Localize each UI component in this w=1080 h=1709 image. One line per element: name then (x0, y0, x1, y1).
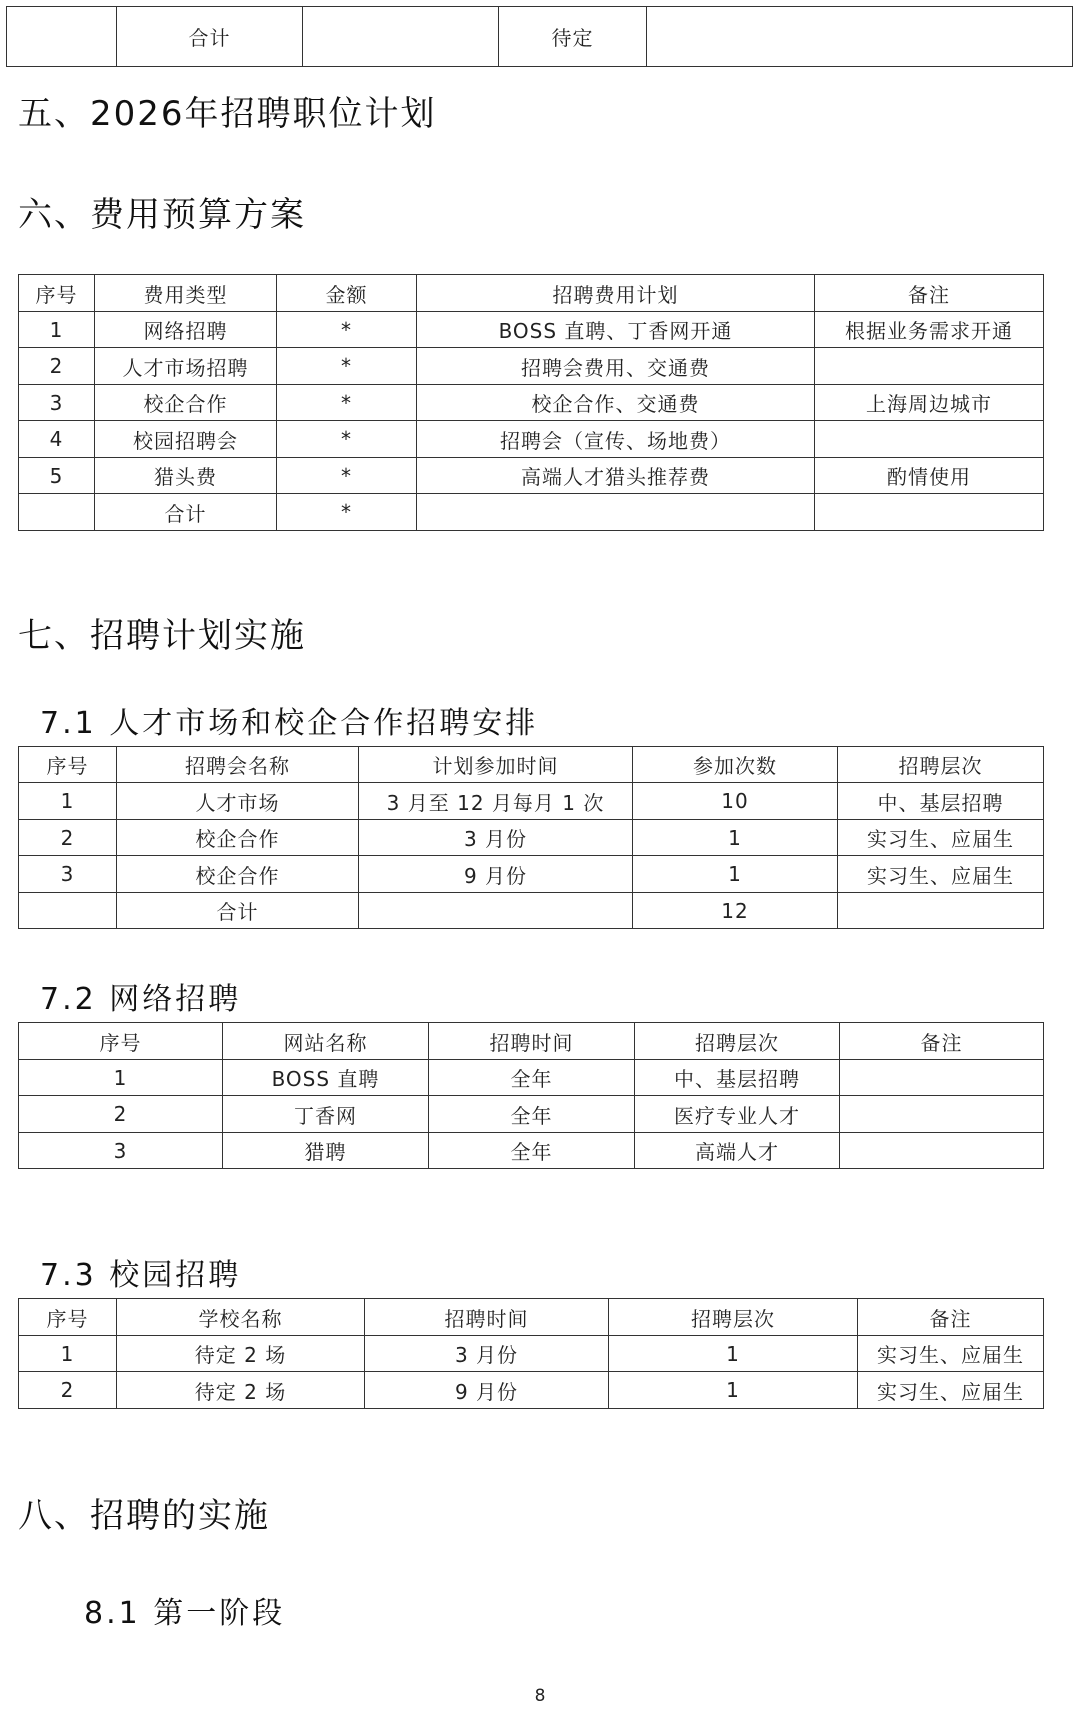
table-cell: 酌情使用 (815, 458, 1044, 494)
budget-table-body (19, 275, 1044, 531)
table-cell: 3 月份 (359, 820, 633, 856)
header-cell: 序号 (19, 747, 117, 783)
table-row (19, 856, 1044, 893)
header-cell: 招聘层次 (635, 1023, 840, 1060)
table-header-row (19, 747, 1044, 783)
header-cell: 招聘时间 (365, 1299, 609, 1336)
table-cell: 招聘会费用、交通费 (417, 348, 815, 385)
table-cell: 1 (633, 856, 838, 893)
header-cell: 计划参加时间 (359, 747, 633, 783)
cell-empty (7, 7, 117, 67)
table-cell: 丁香网 (223, 1096, 429, 1133)
table-cell (840, 1133, 1044, 1169)
table-cell: 9 月份 (359, 856, 633, 893)
table-cell (815, 421, 1044, 458)
table-cell: 9 月份 (365, 1372, 609, 1409)
online-recruiting-table-body (19, 1023, 1044, 1169)
table-row (19, 1133, 1044, 1169)
table-row (19, 893, 1044, 929)
table-row (19, 348, 1044, 385)
table-cell: 3 月至 12 月每月 1 次 (359, 783, 633, 820)
header-cell: 备注 (815, 275, 1044, 312)
page-number: 8 (534, 1686, 546, 1706)
table-cell: 1 (609, 1372, 858, 1409)
table-cell: 医疗专业人才 (635, 1096, 840, 1133)
table-cell: 全年 (429, 1133, 635, 1169)
table-cell: 2 (19, 1096, 223, 1133)
table-cell: 1 (19, 312, 95, 348)
campus-recruiting-table-body (19, 1299, 1044, 1409)
table-cell: 实习生、应届生 (858, 1336, 1044, 1372)
table-cell: 校企合作 (117, 820, 359, 856)
table-cell: 中、基层招聘 (635, 1060, 840, 1096)
table-header-row (19, 1023, 1044, 1060)
talent-market-table (18, 746, 1044, 929)
table-cell: 3 (19, 856, 117, 893)
table-cell: 合计 (95, 494, 277, 531)
table-cell: 实习生、应届生 (838, 820, 1044, 856)
table-cell: 2 (19, 820, 117, 856)
table-row (19, 458, 1044, 494)
section-7-2-heading: 7.2 网络招聘 (40, 982, 242, 1017)
section-5-heading: 五、2026年招聘职位计划 (18, 94, 437, 134)
table-cell: 根据业务需求开通 (815, 312, 1044, 348)
table-cell: 实习生、应届生 (858, 1372, 1044, 1409)
table-cell: 待定 2 场 (117, 1336, 365, 1372)
table-cell (815, 348, 1044, 385)
cell-empty (303, 7, 499, 67)
table-row (19, 783, 1044, 820)
table-cell: 实习生、应届生 (838, 856, 1044, 893)
table-cell: 高端人才猎头推荐费 (417, 458, 815, 494)
table-cell (840, 1096, 1044, 1133)
header-cell: 费用类型 (95, 275, 277, 312)
summary-table-top (6, 6, 1073, 67)
table-cell: BOSS 直聘 (223, 1060, 429, 1096)
online-recruiting-table (18, 1022, 1044, 1169)
table-cell: * (277, 458, 417, 494)
table-cell: 1 (19, 783, 117, 820)
table-row (19, 1372, 1044, 1409)
header-cell: 序号 (19, 1023, 223, 1060)
table-cell: 上海周边城市 (815, 385, 1044, 421)
table-cell: 待定 2 场 (117, 1372, 365, 1409)
header-cell: 招聘费用计划 (417, 275, 815, 312)
section-7-3-heading: 7.3 校园招聘 (40, 1258, 242, 1293)
table-cell: 合计 (117, 893, 359, 929)
section-8-1-heading: 8.1 第一阶段 (84, 1596, 286, 1631)
header-cell: 备注 (840, 1023, 1044, 1060)
header-cell: 学校名称 (117, 1299, 365, 1336)
table-cell: 12 (633, 893, 838, 929)
table-cell: 猎聘 (223, 1133, 429, 1169)
table-cell (417, 494, 815, 531)
header-cell: 序号 (19, 1299, 117, 1336)
table-cell: * (277, 385, 417, 421)
header-cell: 招聘层次 (609, 1299, 858, 1336)
table-cell (838, 893, 1044, 929)
table-cell: 2 (19, 348, 95, 385)
header-cell: 金额 (277, 275, 417, 312)
table-cell: 5 (19, 458, 95, 494)
cell-empty (647, 7, 1073, 67)
table-cell: 3 (19, 1133, 223, 1169)
section-7-1-heading: 7.1 人才市场和校企合作招聘安排 (40, 706, 539, 741)
header-cell: 招聘层次 (838, 747, 1044, 783)
budget-table (18, 274, 1044, 531)
table-cell: 校企合作、交通费 (417, 385, 815, 421)
cell-total-value: 待定 (499, 7, 647, 67)
table-cell: 1 (19, 1336, 117, 1372)
table-cell: 猎头费 (95, 458, 277, 494)
table-cell (19, 893, 117, 929)
table-row (19, 421, 1044, 458)
table-cell (840, 1060, 1044, 1096)
table-header-row (19, 1299, 1044, 1336)
table-row (19, 820, 1044, 856)
table-cell: 全年 (429, 1096, 635, 1133)
table-cell: 中、基层招聘 (838, 783, 1044, 820)
table-cell: 人才市场招聘 (95, 348, 277, 385)
table-cell: 全年 (429, 1060, 635, 1096)
table-cell: 网络招聘 (95, 312, 277, 348)
table-cell: 招聘会（宣传、场地费） (417, 421, 815, 458)
table-cell (359, 893, 633, 929)
table-row (19, 494, 1044, 531)
table-cell: 2 (19, 1372, 117, 1409)
table-row (19, 312, 1044, 348)
table-cell: 1 (609, 1336, 858, 1372)
section-7-heading: 七、招聘计划实施 (18, 616, 306, 656)
table-cell: * (277, 421, 417, 458)
table-cell: * (277, 312, 417, 348)
header-cell: 参加次数 (633, 747, 838, 783)
section-8-heading: 八、招聘的实施 (18, 1496, 270, 1536)
table-cell: BOSS 直聘、丁香网开通 (417, 312, 815, 348)
table-header-row (19, 275, 1044, 312)
table-cell: * (277, 348, 417, 385)
table-cell (815, 494, 1044, 531)
table-cell: * (277, 494, 417, 531)
table-row (19, 1096, 1044, 1133)
header-cell: 招聘时间 (429, 1023, 635, 1060)
header-cell: 招聘会名称 (117, 747, 359, 783)
table-row (19, 1336, 1044, 1372)
header-cell: 序号 (19, 275, 95, 312)
header-cell: 备注 (858, 1299, 1044, 1336)
table-cell: 3 月份 (365, 1336, 609, 1372)
table-cell: 10 (633, 783, 838, 820)
table-row (19, 385, 1044, 421)
table-row (19, 1060, 1044, 1096)
cell-total-label: 合计 (117, 7, 303, 67)
table-cell: 校企合作 (95, 385, 277, 421)
table-cell: 1 (633, 820, 838, 856)
table-cell: 1 (19, 1060, 223, 1096)
table-cell: 4 (19, 421, 95, 458)
table-cell (19, 494, 95, 531)
table-cell: 校企合作 (117, 856, 359, 893)
table-cell: 校园招聘会 (95, 421, 277, 458)
talent-market-table-body (19, 747, 1044, 929)
section-6-heading: 六、费用预算方案 (18, 195, 306, 235)
table-cell: 3 (19, 385, 95, 421)
table-cell: 高端人才 (635, 1133, 840, 1169)
campus-recruiting-table (18, 1298, 1044, 1409)
table-cell: 人才市场 (117, 783, 359, 820)
header-cell: 网站名称 (223, 1023, 429, 1060)
